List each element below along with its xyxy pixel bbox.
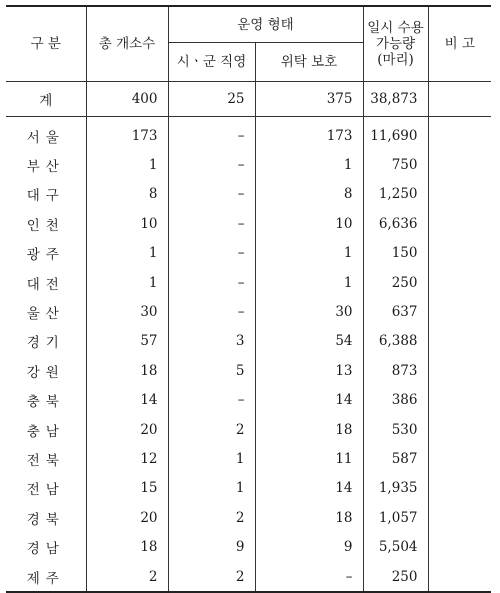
entrusted-count: 1	[255, 268, 363, 297]
total-count: 20	[86, 503, 168, 532]
entrusted-count: 54	[255, 327, 363, 356]
remarks-cell	[428, 117, 491, 151]
entrusted-count: 1	[255, 150, 363, 179]
header-capacity	[363, 6, 428, 82]
direct-count: 1	[168, 474, 255, 503]
direct-count: –	[168, 150, 255, 179]
direct-count: 3	[168, 327, 255, 356]
remarks-cell	[428, 444, 491, 473]
capacity-value: 150	[363, 239, 428, 268]
capacity-value: 873	[363, 356, 428, 385]
remarks-cell	[428, 297, 491, 326]
table-row	[6, 239, 491, 268]
remarks-cell	[428, 532, 491, 561]
region-name: 전북	[6, 444, 86, 473]
total-count: 14	[86, 386, 168, 415]
direct-count: 1	[168, 444, 255, 473]
table-row	[6, 532, 491, 561]
entrusted-count: 11	[255, 444, 363, 473]
header-total: 총 개소수	[86, 6, 168, 82]
direct-count: –	[168, 297, 255, 326]
region-name: 충남	[6, 415, 86, 444]
entrusted-count: 1	[255, 239, 363, 268]
sum-total: 400	[86, 82, 168, 117]
capacity-value: 250	[363, 562, 428, 592]
table-row	[6, 268, 491, 297]
header-direct: 시ㆍ군 직영	[168, 43, 255, 82]
total-count: 173	[86, 117, 168, 151]
total-count: 18	[86, 532, 168, 561]
table-row	[6, 386, 491, 415]
sum-direct: 25	[168, 82, 255, 117]
region-name: 제주	[6, 562, 86, 592]
header-operation: 운영 형태	[168, 6, 363, 43]
capacity-value: 6,636	[363, 209, 428, 238]
region-name: 인천	[6, 209, 86, 238]
capacity-value: 11,690	[363, 117, 428, 151]
table-row	[6, 297, 491, 326]
direct-count: 2	[168, 503, 255, 532]
total-count: 30	[86, 297, 168, 326]
sum-label: 계	[6, 82, 86, 117]
header-region: 구 분	[6, 6, 86, 82]
table-row	[6, 562, 491, 592]
remarks-cell	[428, 356, 491, 385]
header-capacity-line3: (마리)	[377, 52, 414, 68]
region-name: 충북	[6, 386, 86, 415]
total-count: 57	[86, 327, 168, 356]
remarks-cell	[428, 327, 491, 356]
total-count: 15	[86, 474, 168, 503]
capacity-value: 1,935	[363, 474, 428, 503]
sum-row	[6, 82, 491, 117]
table-row	[6, 415, 491, 444]
entrusted-count: 30	[255, 297, 363, 326]
total-count: 1	[86, 268, 168, 297]
total-count: 2	[86, 562, 168, 592]
header-entrusted: 위탁 보호	[255, 43, 363, 82]
table-row	[6, 356, 491, 385]
direct-count: –	[168, 209, 255, 238]
total-count: 10	[86, 209, 168, 238]
capacity-value: 250	[363, 268, 428, 297]
remarks-cell	[428, 415, 491, 444]
remarks-cell	[428, 239, 491, 268]
remarks-cell	[428, 180, 491, 209]
table-row	[6, 444, 491, 473]
direct-count: –	[168, 268, 255, 297]
region-name: 경남	[6, 532, 86, 561]
capacity-value: 750	[363, 150, 428, 179]
entrusted-count: –	[255, 562, 363, 592]
region-name: 경기	[6, 327, 86, 356]
entrusted-count: 9	[255, 532, 363, 561]
region-name: 전남	[6, 474, 86, 503]
capacity-value: 637	[363, 297, 428, 326]
total-count: 20	[86, 415, 168, 444]
region-name: 부산	[6, 150, 86, 179]
region-name: 대전	[6, 268, 86, 297]
entrusted-count: 13	[255, 356, 363, 385]
capacity-value: 6,388	[363, 327, 428, 356]
remarks-cell	[428, 268, 491, 297]
entrusted-count: 8	[255, 180, 363, 209]
sum-remarks	[428, 82, 491, 117]
remarks-cell	[428, 562, 491, 592]
table-row	[6, 327, 491, 356]
table-row	[6, 503, 491, 532]
region-name: 대구	[6, 180, 86, 209]
total-count: 1	[86, 150, 168, 179]
remarks-cell	[428, 474, 491, 503]
header-capacity-line1: 일시 수용	[367, 20, 424, 36]
capacity-value: 5,504	[363, 532, 428, 561]
header-capacity-line2: 가능량	[375, 36, 416, 52]
capacity-value: 1,250	[363, 180, 428, 209]
sum-section	[6, 82, 491, 117]
entrusted-count: 10	[255, 209, 363, 238]
direct-count: –	[168, 386, 255, 415]
table-row	[6, 209, 491, 238]
entrusted-count: 18	[255, 415, 363, 444]
direct-count: 5	[168, 356, 255, 385]
region-name: 울산	[6, 297, 86, 326]
direct-count: –	[168, 180, 255, 209]
entrusted-count: 173	[255, 117, 363, 151]
entrusted-count: 14	[255, 474, 363, 503]
table-header	[6, 6, 491, 82]
capacity-value: 530	[363, 415, 428, 444]
capacity-value: 1,057	[363, 503, 428, 532]
direct-count: 2	[168, 415, 255, 444]
total-count: 18	[86, 356, 168, 385]
region-name: 경북	[6, 503, 86, 532]
table-row	[6, 180, 491, 209]
direct-count: –	[168, 117, 255, 151]
region-rows	[6, 117, 491, 593]
remarks-cell	[428, 150, 491, 179]
shelter-status-table	[6, 5, 491, 593]
entrusted-count: 18	[255, 503, 363, 532]
table-row	[6, 150, 491, 179]
sum-capacity: 38,873	[363, 82, 428, 117]
region-name: 서울	[6, 117, 86, 151]
remarks-cell	[428, 386, 491, 415]
capacity-value: 587	[363, 444, 428, 473]
direct-count: 9	[168, 532, 255, 561]
direct-count: 2	[168, 562, 255, 592]
entrusted-count: 14	[255, 386, 363, 415]
remarks-cell	[428, 503, 491, 532]
sum-entrusted: 375	[255, 82, 363, 117]
table-row	[6, 117, 491, 151]
region-name: 광주	[6, 239, 86, 268]
total-count: 8	[86, 180, 168, 209]
table-row	[6, 474, 491, 503]
total-count: 12	[86, 444, 168, 473]
header-remarks: 비 고	[428, 6, 491, 82]
remarks-cell	[428, 209, 491, 238]
region-name: 강원	[6, 356, 86, 385]
direct-count: –	[168, 239, 255, 268]
capacity-value: 386	[363, 386, 428, 415]
total-count: 1	[86, 239, 168, 268]
